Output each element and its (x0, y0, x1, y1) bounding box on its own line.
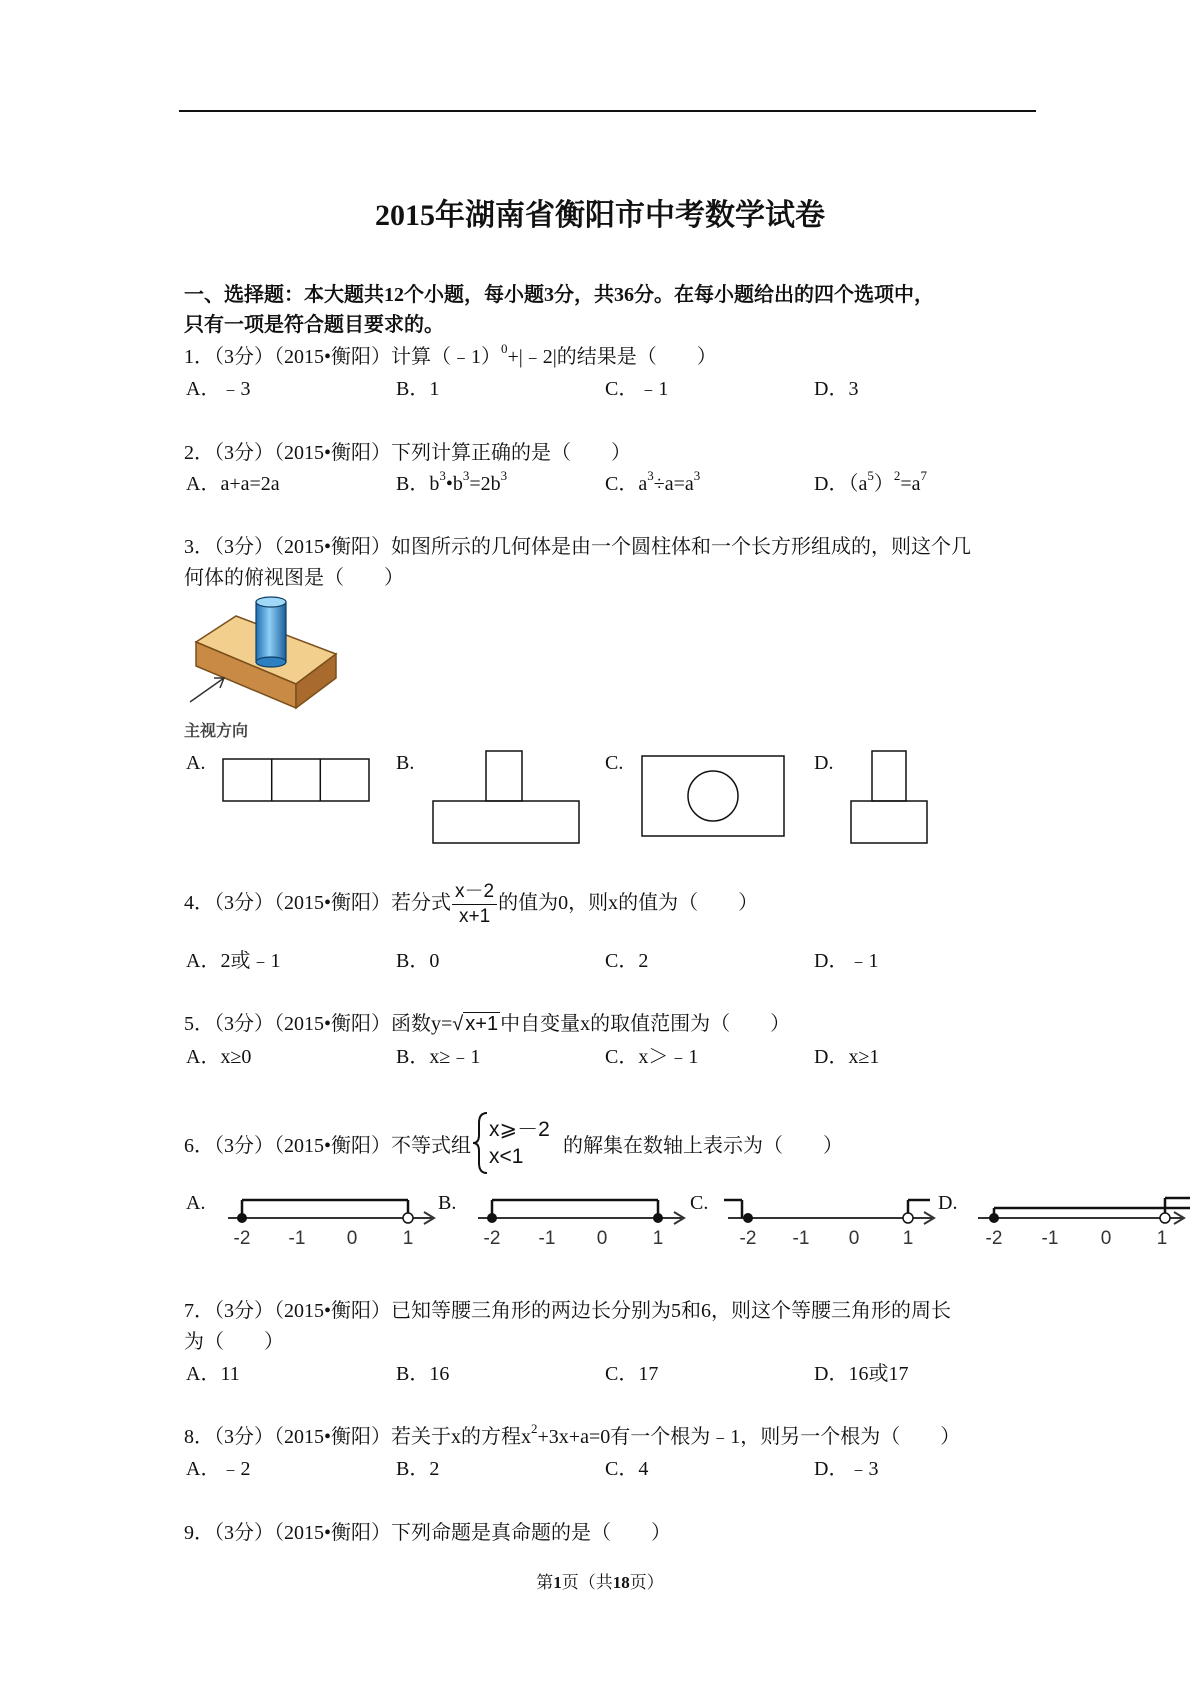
svg-text:0: 0 (346, 1228, 358, 1249)
question-2: 2．（3分）（2015•衡阳）下列计算正确的是（ ） (184, 442, 632, 464)
svg-text:-2: -2 (233, 1228, 251, 1249)
question-1: 1．（3分）（2015•衡阳）计算（﹣1）$^0$+|﹣2|的结果是（ ） (184, 341, 717, 368)
question-7-line1: 7．（3分）（2015•衡阳）已知等腰三角形的两边长分别为5和6，则这个等腰三角形的周长 (184, 1300, 952, 1322)
page-footer: 第1页（共18页） (536, 1573, 664, 1592)
q2-option-c[interactable]: C．$a^3\div a=a^3$ (605, 468, 701, 495)
q1-option-c[interactable]: C．﹣1 (605, 378, 669, 400)
q3-label-a[interactable]: A. (186, 752, 206, 774)
question-4: 4．（3分）（2015•衡阳）若分式 $\frac{x-2}{x+1}$ 的值为0，则x的值为（ ） (184, 881, 759, 927)
q4-option-d[interactable]: D．﹣1 (814, 950, 879, 972)
q8-option-c[interactable]: C．4 (605, 1458, 649, 1480)
q7-option-a[interactable]: A．11 (186, 1363, 240, 1385)
q1-option-a[interactable]: A．﹣3 (186, 378, 251, 400)
q2-option-d[interactable]: D．$(a^5)^2=a^7$ (814, 468, 927, 495)
q4-option-b[interactable]: B．0 (396, 950, 440, 972)
fraction: $\frac{x-2}{x+1}$ (452, 880, 497, 929)
q6-label-a[interactable]: A. (186, 1192, 206, 1214)
q4-option-c[interactable]: C．2 (605, 950, 649, 972)
q5-option-d[interactable]: D．x≥1 (814, 1046, 880, 1068)
q3-option-a-figure[interactable] (222, 758, 370, 802)
svg-text:1: 1 (902, 1228, 914, 1249)
q6-option-c-numberline[interactable] (722, 1190, 942, 1250)
question-5: 5．（3分）（2015•衡阳）函数y=√ x+1 中自变量x的取值范围为（ ） (184, 1013, 791, 1035)
q3-solid-figure (184, 592, 344, 712)
q6-label-d[interactable]: D. (938, 1192, 958, 1214)
question-3-line1: 3．（3分）（2015•衡阳）如图所示的几何体是由一个圆柱体和一个长方形组成的，则这个几 (184, 536, 972, 558)
q8-option-a[interactable]: A．﹣2 (186, 1458, 251, 1480)
svg-text:-2: -2 (483, 1228, 501, 1249)
q6-label-c[interactable]: C. (690, 1192, 709, 1214)
svg-text:-2: -2 (985, 1228, 1003, 1249)
q7-option-c[interactable]: C．17 (605, 1363, 659, 1385)
square-root: √ x+1 (452, 1013, 499, 1035)
q1-option-d[interactable]: D．3 (814, 378, 859, 400)
q1-option-b[interactable]: B．1 (396, 378, 440, 400)
cylinder-top (256, 597, 286, 607)
section-heading-line2: 只有一项是符合题目要求的。 (184, 314, 444, 336)
inequality-system: x⩾－2 x<1 (471, 1111, 563, 1175)
page-title: 2015年湖南省衡阳市中考数学试卷 (375, 199, 825, 232)
q8-option-d[interactable]: D．﹣3 (814, 1458, 879, 1480)
view-direction-arrow (190, 678, 224, 702)
q2-option-b[interactable]: B．$b^3•b^3=2b^3$ (396, 468, 508, 495)
figure-caption: 主视方向 (184, 723, 249, 740)
q5-option-b[interactable]: B．x≥﹣1 (396, 1046, 481, 1068)
svg-text:-2: -2 (739, 1228, 757, 1249)
q3-option-d-figure[interactable] (850, 750, 928, 844)
cylinder-bottom (256, 657, 286, 667)
question-9: 9．（3分）（2015•衡阳）下列命题是真命题的是（ ） (184, 1522, 672, 1544)
svg-text:0: 0 (848, 1228, 860, 1249)
q8-option-b[interactable]: B．2 (396, 1458, 440, 1480)
question-3-line2: 何体的俯视图是（ ） (184, 567, 404, 589)
header-rule (179, 110, 1036, 112)
svg-text:1: 1 (402, 1228, 414, 1249)
section-heading-line1: 一、选择题：本大题共12个小题，每小题3分，共36分。在每小题给出的四个选项中， (184, 284, 934, 306)
svg-text:-1: -1 (792, 1228, 810, 1249)
svg-text:1: 1 (1156, 1228, 1168, 1249)
svg-text:1: 1 (652, 1228, 664, 1249)
question-6: 6．（3分）（2015•衡阳）不等式组 x⩾－2 x<1 的解集在数轴上表示为（ ） (184, 1108, 843, 1178)
question-8: 8．（3分）（2015•衡阳）若关于x的方程$x^2+3x+a=0$有一个根为﹣1，则另一个根为（ ） (184, 1421, 961, 1448)
svg-text:-1: -1 (288, 1228, 306, 1249)
svg-text:0: 0 (1100, 1228, 1112, 1249)
q5-option-c[interactable]: C．x＞﹣1 (605, 1046, 699, 1068)
q3-label-c[interactable]: C. (605, 752, 624, 774)
q3-option-b-figure[interactable] (432, 750, 580, 844)
svg-text:-1: -1 (1041, 1228, 1059, 1249)
q5-option-a[interactable]: A．x≥0 (186, 1046, 252, 1068)
question-7-line2: 为（ ） (184, 1331, 284, 1353)
q7-option-d[interactable]: D．16或17 (814, 1363, 909, 1385)
q2-option-a[interactable]: A．a+a=2a (186, 473, 280, 495)
svg-text:-1: -1 (538, 1228, 556, 1249)
q6-label-b[interactable]: B. (438, 1192, 457, 1214)
q6-option-d-numberline[interactable] (972, 1190, 1194, 1250)
q3-label-b[interactable]: B. (396, 752, 415, 774)
cylinder-body (256, 602, 286, 662)
q3-option-c-figure[interactable] (641, 755, 785, 837)
q6-option-a-numberline[interactable] (222, 1190, 442, 1250)
svg-text:0: 0 (596, 1228, 608, 1249)
q7-option-b[interactable]: B．16 (396, 1363, 450, 1385)
q3-label-d[interactable]: D. (814, 752, 834, 774)
q4-option-a[interactable]: A．2或﹣1 (186, 950, 281, 972)
q6-option-b-numberline[interactable] (472, 1190, 692, 1250)
